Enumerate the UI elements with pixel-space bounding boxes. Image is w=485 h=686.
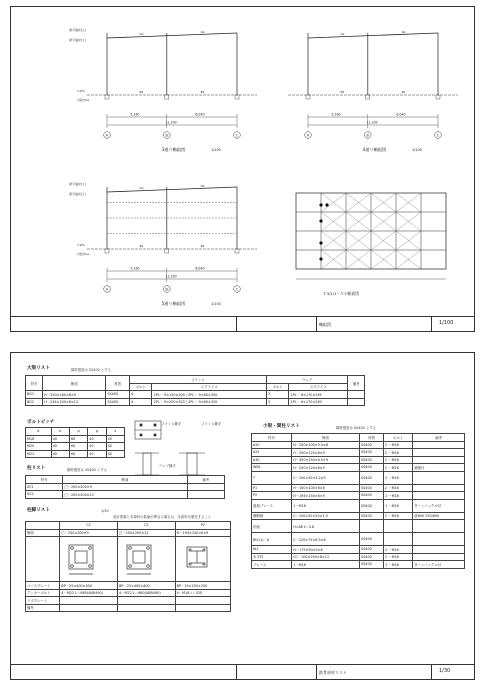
cell: H－100×100×6×8 [292, 484, 360, 492]
cell: H－200×100×5.5×8 [292, 441, 360, 449]
column-header: 材質 [360, 434, 384, 442]
cell: BP－25×400×400 [117, 582, 175, 590]
cell: P1 [252, 484, 292, 492]
cell: C－100×50×20×2.3 [292, 512, 360, 520]
cell: 2 －M16 [383, 492, 412, 500]
member-label: B1 [401, 90, 406, 94]
girder-list-table [25, 375, 365, 406]
cell: b25 [252, 449, 292, 457]
level-label: 梁天端(柱上) [69, 28, 87, 32]
table-row [26, 589, 231, 597]
column-header: 備考 [348, 376, 365, 391]
table-row [252, 471, 465, 484]
cell: 40 [88, 443, 106, 451]
web-bolt: 3 [266, 398, 289, 406]
cell: 4－M22 L＝660(ABR490) [117, 589, 175, 597]
table-row [252, 512, 465, 520]
grid-label: A [105, 133, 109, 138]
anchor-dot [319, 241, 322, 244]
column-header: 材質 [106, 376, 130, 391]
grid-label: C [235, 287, 239, 292]
cell: SS400 [360, 449, 384, 457]
level-label: 梁天端(柱上) [69, 182, 87, 186]
cell [383, 520, 412, 533]
base-plate-detail [61, 539, 101, 579]
cell: 4－M22 L＝660(ABR490) [60, 589, 118, 597]
cell: BP－25×400×400 [60, 582, 118, 590]
row-label: 備考 [26, 604, 60, 612]
column-header: 断面 [292, 434, 360, 442]
cell: ターンバックル付 [413, 561, 465, 569]
table-row [26, 604, 231, 612]
level-label: 梁天端(柱上) [69, 38, 87, 42]
grid-label: C [235, 133, 239, 138]
cell: □－200×200×9 [60, 529, 118, 537]
cell [360, 520, 384, 533]
member-list-sheet [10, 352, 475, 680]
cell: 2 －M16 [383, 456, 412, 464]
cell: WB1 [252, 464, 292, 472]
cell: 2 －M16 [383, 464, 412, 472]
table-row [26, 483, 225, 491]
elevation-caption: 5通り軸組図 [161, 301, 186, 306]
web-bolt: 3 [266, 391, 289, 399]
cell: 補強付 [413, 464, 465, 472]
level-label: 梁天端(柱上) [69, 192, 87, 196]
cell: 2 －M16 [383, 512, 412, 520]
table-row [252, 441, 465, 449]
footing [436, 95, 440, 99]
member-label: G1 [139, 186, 144, 190]
cell: 1 －M16 [383, 499, 412, 512]
cell [187, 483, 224, 491]
secondary-list-table [251, 433, 465, 569]
web-splice-label: ウェブ継手 [159, 464, 176, 468]
grid-label: B [165, 287, 168, 292]
cell [60, 597, 118, 605]
flange-splice: 2PL－ 9×200×320 / 2PL－ 9×80×320 [152, 398, 266, 406]
cell: SS400 [360, 441, 384, 449]
base-plate-detail [177, 539, 217, 579]
flange-splice-label-2: フランジ継手 [201, 422, 222, 426]
flange-splice: 2PL－ 9×150×300 / 2PL－ 9×80×300 [152, 391, 266, 399]
base-detail-c1 [60, 537, 118, 582]
cell: 40 [106, 443, 124, 451]
member-label: B1 [200, 244, 205, 248]
cell: 2 －M16 [383, 471, 412, 484]
cell: 40 [51, 435, 69, 443]
cell: 40 [106, 435, 124, 443]
remarks [348, 391, 365, 399]
base-list-scale: 1/30 [101, 509, 109, 513]
column-header: スプライス [289, 383, 348, 391]
dimension-text: 11,200 [165, 274, 177, 279]
dimension-text: 5,160 [130, 266, 140, 271]
cell: BP－19×250×250 [175, 582, 230, 590]
cell: C－100×50×3.2×5 [292, 471, 360, 484]
column-header: g [88, 428, 106, 436]
cell [117, 597, 175, 605]
cell: 2 －M16 [383, 546, 412, 554]
secondary-list-note: 鋼材強度は SS400 とする [336, 426, 377, 430]
dimension-text: 6,040 [195, 266, 205, 271]
web-splice-plate [143, 453, 151, 475]
elevation-drawing [11, 7, 474, 317]
cell [175, 604, 230, 612]
column-header: d [26, 428, 52, 436]
cell: 水平材 [252, 553, 292, 561]
cell: SS400 [360, 561, 384, 569]
column-list-note: 鋼材強度は SS400 とする [67, 468, 108, 472]
cell [413, 441, 465, 449]
table-header-row [252, 434, 465, 442]
dimension-text: 11,200 [165, 120, 177, 125]
section-caption: Ｙ3/1/1－Ｙ3'断面図 [323, 291, 360, 296]
table-row [26, 450, 125, 458]
table-row [252, 561, 465, 569]
cell [117, 604, 175, 612]
table-row [26, 435, 125, 443]
table-row [26, 529, 231, 537]
cell: H－300×150×6.5×9 [292, 456, 360, 464]
column-header: フランジ [129, 376, 266, 384]
base-list-table [25, 521, 231, 612]
cell [413, 484, 465, 492]
column-header: C1 [60, 522, 118, 530]
flange-bolt: 4 [129, 398, 152, 406]
column-header: 符号 [26, 476, 63, 484]
bolt-pitch-title: ボルトピッチ [27, 420, 55, 425]
column-header: 断面 [43, 376, 106, 391]
cell: SS400 [360, 546, 384, 554]
roof-beam [107, 33, 237, 38]
cell: □－200×200×12 [117, 529, 175, 537]
flange-splice-label: フランジ継手 [161, 422, 182, 426]
cell: b20 [252, 441, 292, 449]
cell: bt1 [252, 546, 292, 554]
table-row [26, 398, 365, 406]
column-header: 符号 [252, 434, 292, 442]
cell: 2 －M16 [383, 484, 412, 492]
member-label: B1 [139, 244, 144, 248]
cell: 40 [106, 450, 124, 458]
cell: T [252, 471, 292, 484]
cell: H－194×150×6×9 [292, 492, 360, 500]
cell: ブレース [252, 561, 292, 569]
cell [413, 520, 465, 533]
drawing-scale: 1/100 [439, 320, 454, 326]
member-label: G1 [401, 30, 406, 34]
elevation-scale: 1/100 [211, 302, 221, 306]
column-header: P2 [175, 522, 230, 530]
cell: 40 [51, 450, 69, 458]
table-row [252, 492, 465, 500]
dimension-text: 6,040 [396, 112, 406, 117]
member-label: G1 [200, 184, 205, 188]
material: SS400 [106, 391, 130, 399]
cell: SC1 [26, 483, 63, 491]
member-label: G1 [200, 30, 205, 34]
elevation-scale: 1/100 [211, 148, 221, 152]
base-plate-detail [119, 539, 159, 579]
table-row [26, 491, 225, 499]
anchor-dot [319, 257, 322, 260]
bolt-pitch-table [25, 427, 125, 458]
girder-list-note: 鋼材強度は SS400 とする [71, 368, 112, 372]
cell: H－194×150×6×9 [175, 529, 230, 537]
table-row [252, 499, 465, 512]
table-header-row [26, 476, 225, 484]
dimension-text: 5,160 [331, 112, 341, 117]
column-list-table [25, 475, 225, 499]
elevation-sheet [10, 6, 475, 332]
footing [165, 249, 169, 253]
table-row [252, 449, 465, 457]
cell: 40 [88, 435, 106, 443]
cell [413, 546, 465, 554]
base-list-title: 柱脚リスト [27, 508, 50, 513]
row-label: アンカーボルト [26, 589, 60, 597]
level-label: ▽1FL [77, 243, 85, 247]
level-label: ▽設計GL [77, 98, 90, 102]
table-row [252, 533, 465, 546]
column-header: 断面 [63, 476, 187, 484]
cell: 2 －M16 [383, 441, 412, 449]
footing [105, 95, 109, 99]
drawing-scale: 1/30 [439, 668, 451, 674]
anchor-dot [319, 203, 322, 206]
flange-bolt: 4 [129, 391, 152, 399]
column-header: ボルト [383, 434, 412, 442]
cell: H－250×125×6×9 [292, 449, 360, 457]
drawing-name: 軸組図 [319, 322, 331, 327]
member-label: B1 [340, 90, 345, 94]
grid-label: B [165, 133, 168, 138]
footing [306, 95, 310, 99]
cell: b30 [252, 456, 292, 464]
cell [413, 456, 465, 464]
roof-beam [308, 33, 438, 38]
cell [413, 492, 465, 500]
cell: 屋根ブレース [252, 499, 292, 512]
footing [366, 95, 370, 99]
title-block [11, 316, 474, 331]
web-splice: 2PL－ 6×170×265 [289, 391, 348, 399]
cell: 1－M16 [292, 561, 360, 569]
grid-label: A [306, 133, 310, 138]
row-label: 断面 [26, 529, 60, 537]
member-label: B1 [200, 90, 205, 94]
cell: SS400 [360, 499, 384, 512]
cell: P2 [252, 492, 292, 500]
table-row [26, 391, 365, 399]
cell: 2 －M16 [383, 449, 412, 457]
cell: 横胴縁 [252, 512, 292, 520]
cell: 1 －M16 [383, 561, 412, 569]
mark: BG2 [26, 398, 43, 406]
cell: □－200×200×9 [63, 483, 187, 491]
footing [235, 249, 239, 253]
base-detail-c2 [117, 537, 175, 582]
cell [60, 604, 118, 612]
column-header: p [69, 428, 87, 436]
cell [413, 533, 465, 546]
column-header: 備考 [187, 476, 224, 484]
member-label: B1 [139, 90, 144, 94]
material: SS400 [106, 398, 130, 406]
grid-label: B [366, 133, 369, 138]
drawing-name: 鉄骨部材リスト [319, 670, 347, 675]
column-header: スプライス [152, 383, 266, 391]
cell: 折版 [252, 520, 292, 533]
dimension-text: 5,160 [130, 112, 140, 117]
row-label: リブプレート [26, 597, 60, 605]
cell [413, 449, 465, 457]
cell: 40 [88, 450, 106, 458]
table-header-row [26, 376, 365, 384]
table-row [252, 546, 465, 554]
table-row [26, 443, 125, 451]
roof-beam [107, 187, 237, 192]
elevation-caption: 4通り軸組図 [362, 147, 387, 152]
cell: C－125×75×6.5×8 [292, 533, 360, 546]
column-header: C2 [117, 522, 175, 530]
column-header: ボルト [129, 383, 152, 391]
cell: SC2 [26, 491, 63, 499]
cell: Bt1(1)－A [252, 533, 292, 546]
section: H－244×200×6×12 [43, 398, 106, 406]
table-row [26, 597, 231, 605]
column-header: ウェブ [266, 376, 347, 384]
cell [413, 471, 465, 484]
member-label: G1 [139, 32, 144, 36]
cell: □－200×200×12 [63, 491, 187, 499]
girder-list-title: 大梁リスト [27, 366, 50, 371]
cell: 60 [69, 450, 87, 458]
column-header: ボルト [266, 383, 289, 391]
member-label: G1 [340, 32, 345, 36]
elevation-caption: 3通り軸組図 [161, 147, 186, 152]
remarks [348, 398, 365, 406]
cell: SS400 [360, 471, 384, 484]
cell: SS400 [360, 484, 384, 492]
grid-label: A [105, 287, 109, 292]
cell: SS400 [360, 464, 384, 472]
cell: @600 250/600 [413, 512, 465, 520]
cell: 60 [69, 443, 87, 451]
cell: SS400 [360, 492, 384, 500]
column-header: e [51, 428, 69, 436]
section: H－350×160×6×9 [43, 391, 106, 399]
cell: SS400 [360, 553, 384, 561]
web-splice: 2PL－ 6×170×260 [289, 398, 348, 406]
cell: SS400 [360, 456, 384, 464]
cell: 60 [69, 435, 87, 443]
table-header-row [26, 522, 231, 530]
anchor-dot [325, 203, 328, 206]
table-row [26, 582, 231, 590]
table-row [252, 484, 465, 492]
cell [187, 491, 224, 499]
elevation-scale: 1/100 [412, 148, 422, 152]
table-row [252, 520, 465, 533]
column-header [26, 522, 60, 530]
column-header: s [106, 428, 124, 436]
level-label: ▽1FL [77, 89, 85, 93]
mark: BG1 [26, 391, 43, 399]
column-header: 備考 [413, 434, 465, 442]
table-row [252, 456, 465, 464]
cell: M16 [26, 435, 52, 443]
anchor-dot [319, 219, 322, 222]
row-label: ベースプレート [26, 582, 60, 590]
table-header-row [26, 428, 125, 436]
footing [165, 95, 169, 99]
cell: 4－M16 L＝520 [175, 589, 230, 597]
cell: H－250×125×6×9 [292, 464, 360, 472]
footing [235, 95, 239, 99]
cell: H－175×90×5×8 [292, 546, 360, 554]
cell: 40 [51, 443, 69, 451]
secondary-list-title: 小梁・間柱リスト [263, 424, 300, 429]
column-header: 符号 [26, 376, 43, 391]
table-row [252, 464, 465, 472]
base-list-note: 設計図書と本資料の数値が異なる場合は、本資料を優先すること [113, 515, 212, 519]
table-row [26, 537, 231, 582]
dimension-text: 6,040 [195, 112, 205, 117]
cell: M20 [26, 443, 52, 451]
cell: 1－M16 [292, 499, 360, 512]
grid-label: C [436, 133, 440, 138]
cell [26, 537, 60, 582]
cell: ターンバックル付 [413, 499, 465, 512]
cell: SS400 [360, 533, 384, 546]
cell: M22 [26, 450, 52, 458]
column-list-title: 柱リスト [27, 466, 46, 471]
level-label: ▽設計GL [77, 252, 90, 256]
title-block [11, 664, 474, 679]
base-detail-p2 [175, 537, 230, 582]
cell: H=88 t＝0.8 [292, 520, 360, 533]
cell: SS400 [360, 512, 384, 520]
cell [413, 553, 465, 561]
cell: CC－100×200×6×12 [292, 553, 360, 561]
footing [105, 249, 109, 253]
dimension-text: 11,200 [366, 120, 378, 125]
cell [175, 597, 230, 605]
table-row [252, 553, 465, 561]
cell [383, 533, 412, 546]
cell: 2 －M16 [383, 553, 412, 561]
